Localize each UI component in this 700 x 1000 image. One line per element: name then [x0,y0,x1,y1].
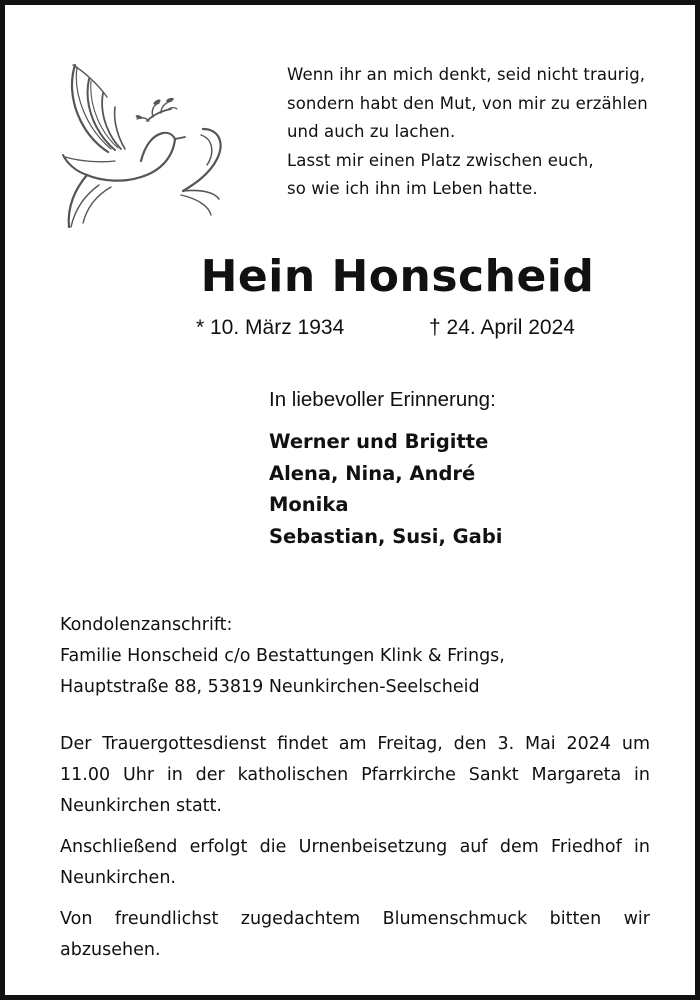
poem-line: Wenn ihr an mich denkt, seid nicht traurig, [287,65,646,84]
condolence-line: Hauptstraße 88, 53819 Neunkirchen-Seelscheid [60,677,480,697]
poem [287,61,667,204]
poem-line: so wie ich ihn im Leben hatte. [287,179,538,198]
mourner-line: Sebastian, Susi, Gabi [269,524,503,548]
dove-icon [53,57,228,232]
poem-line: sondern habt den Mut, von mir zu erzählen [287,93,648,113]
death-date: † 24. April 2024 [429,316,575,339]
mourner-line: Werner und Brigitte [269,430,489,453]
poem-line: und auch zu lachen. [287,122,456,141]
service-details [60,729,650,976]
poem-line: Lasst mir einen Platz zwischen euch, [287,150,594,170]
condolence-address [60,610,505,703]
flowers-paragraph: Von freundlichst zugedachtem Blumenschmuck bitten wir abzusehen. [60,909,650,960]
condolence-line: Familie Honscheid c/o Bestattungen Klink & Frings, [60,646,505,666]
birth-date: * 10. März 1934 [196,316,345,339]
mourner-line: Monika [269,493,349,516]
memorial-heading: In liebevoller Erinnerung: [269,388,496,411]
burial-paragraph: Anschließend erfolgt die Urnenbeisetzung auf dem Friedhof in Neunkirchen. [60,837,650,888]
condolence-label: Kondolenzanschrift: [60,615,233,635]
service-paragraph: Der Trauergottesdienst findet am Freitag, den 3. Mai 2024 um 11.00 Uhr in der katholischen Pfarrkirche Sankt Margareta in Neunkirchen statt. [60,734,650,816]
deceased-name: Hein Honscheid [200,251,595,302]
mourners-list [269,426,502,552]
mourner-line: Alena, Nina, André [269,461,476,485]
